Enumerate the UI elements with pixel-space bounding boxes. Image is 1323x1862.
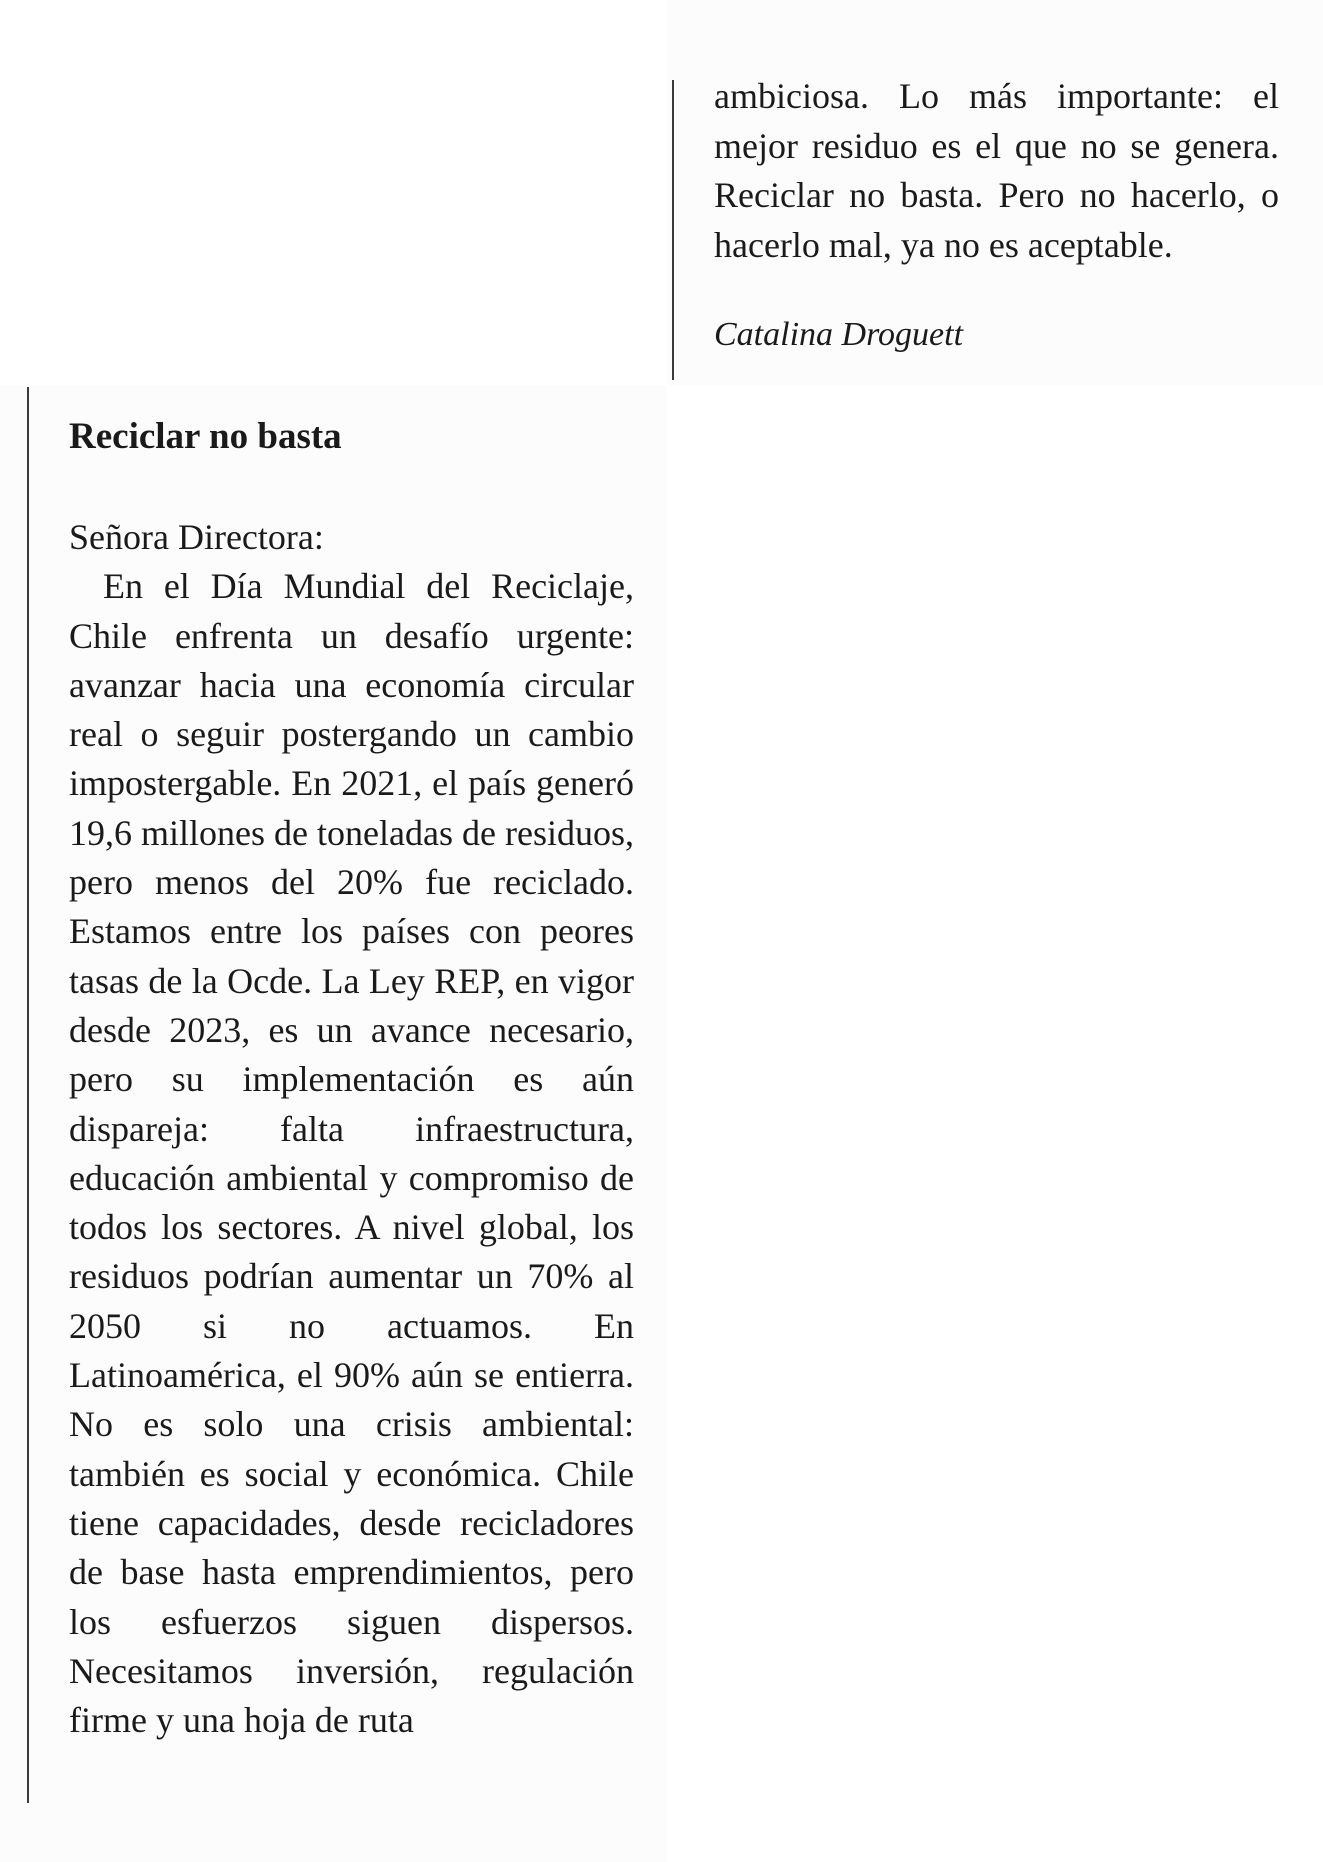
letter-closing-text: [714, 72, 1279, 270]
author-signature: Catalina Droguett: [714, 316, 964, 353]
column-rule: [672, 80, 674, 380]
body-paragraph: En el Día Mundial del Reciclaje, Chile enfrenta un desafío urgente: avanzar hacia una economía circular real o seguir postergando un cambio impostergable. En 2021, el país generó 19,6 millones de toneladas de residuos, pero menos del 20% fue reciclado. Estamos entre los países con peores tasas de la Ocde. La Ley REP, en vigor desde 2023, es un avance necesario, pero su implementación es aún dispareja: falta infraestructura, educación ambiental y compromiso de todos los sectores. A nivel global, los residuos podrían aumentar un 70% al 2050 si no actuamos. En Latinoamérica, el 90% aún se entierra. No es solo una crisis ambiental: también es social y económica. Chile tiene capacidades, desde recicladores de base hasta emprendimientos, pero los esfuerzos siguen dispersos. Necesitamos inversión, regulación firme y una hoja de ruta: [69, 566, 634, 1741]
letter-continuation-clipping: [667, 0, 1323, 385]
salutation: Señora Directora:: [69, 517, 324, 557]
closing-paragraph: ambiciosa. Lo más importante: el mejor residuo es el que no se genera. Reciclar no basta. Pero no hacerlo, o hacerlo mal, ya no es aceptable.: [714, 76, 1279, 265]
letter-clipping: [0, 385, 666, 1862]
letter-body: [69, 513, 634, 1745]
column-rule: [27, 387, 29, 1803]
letter-title: Reciclar no basta: [69, 416, 342, 457]
